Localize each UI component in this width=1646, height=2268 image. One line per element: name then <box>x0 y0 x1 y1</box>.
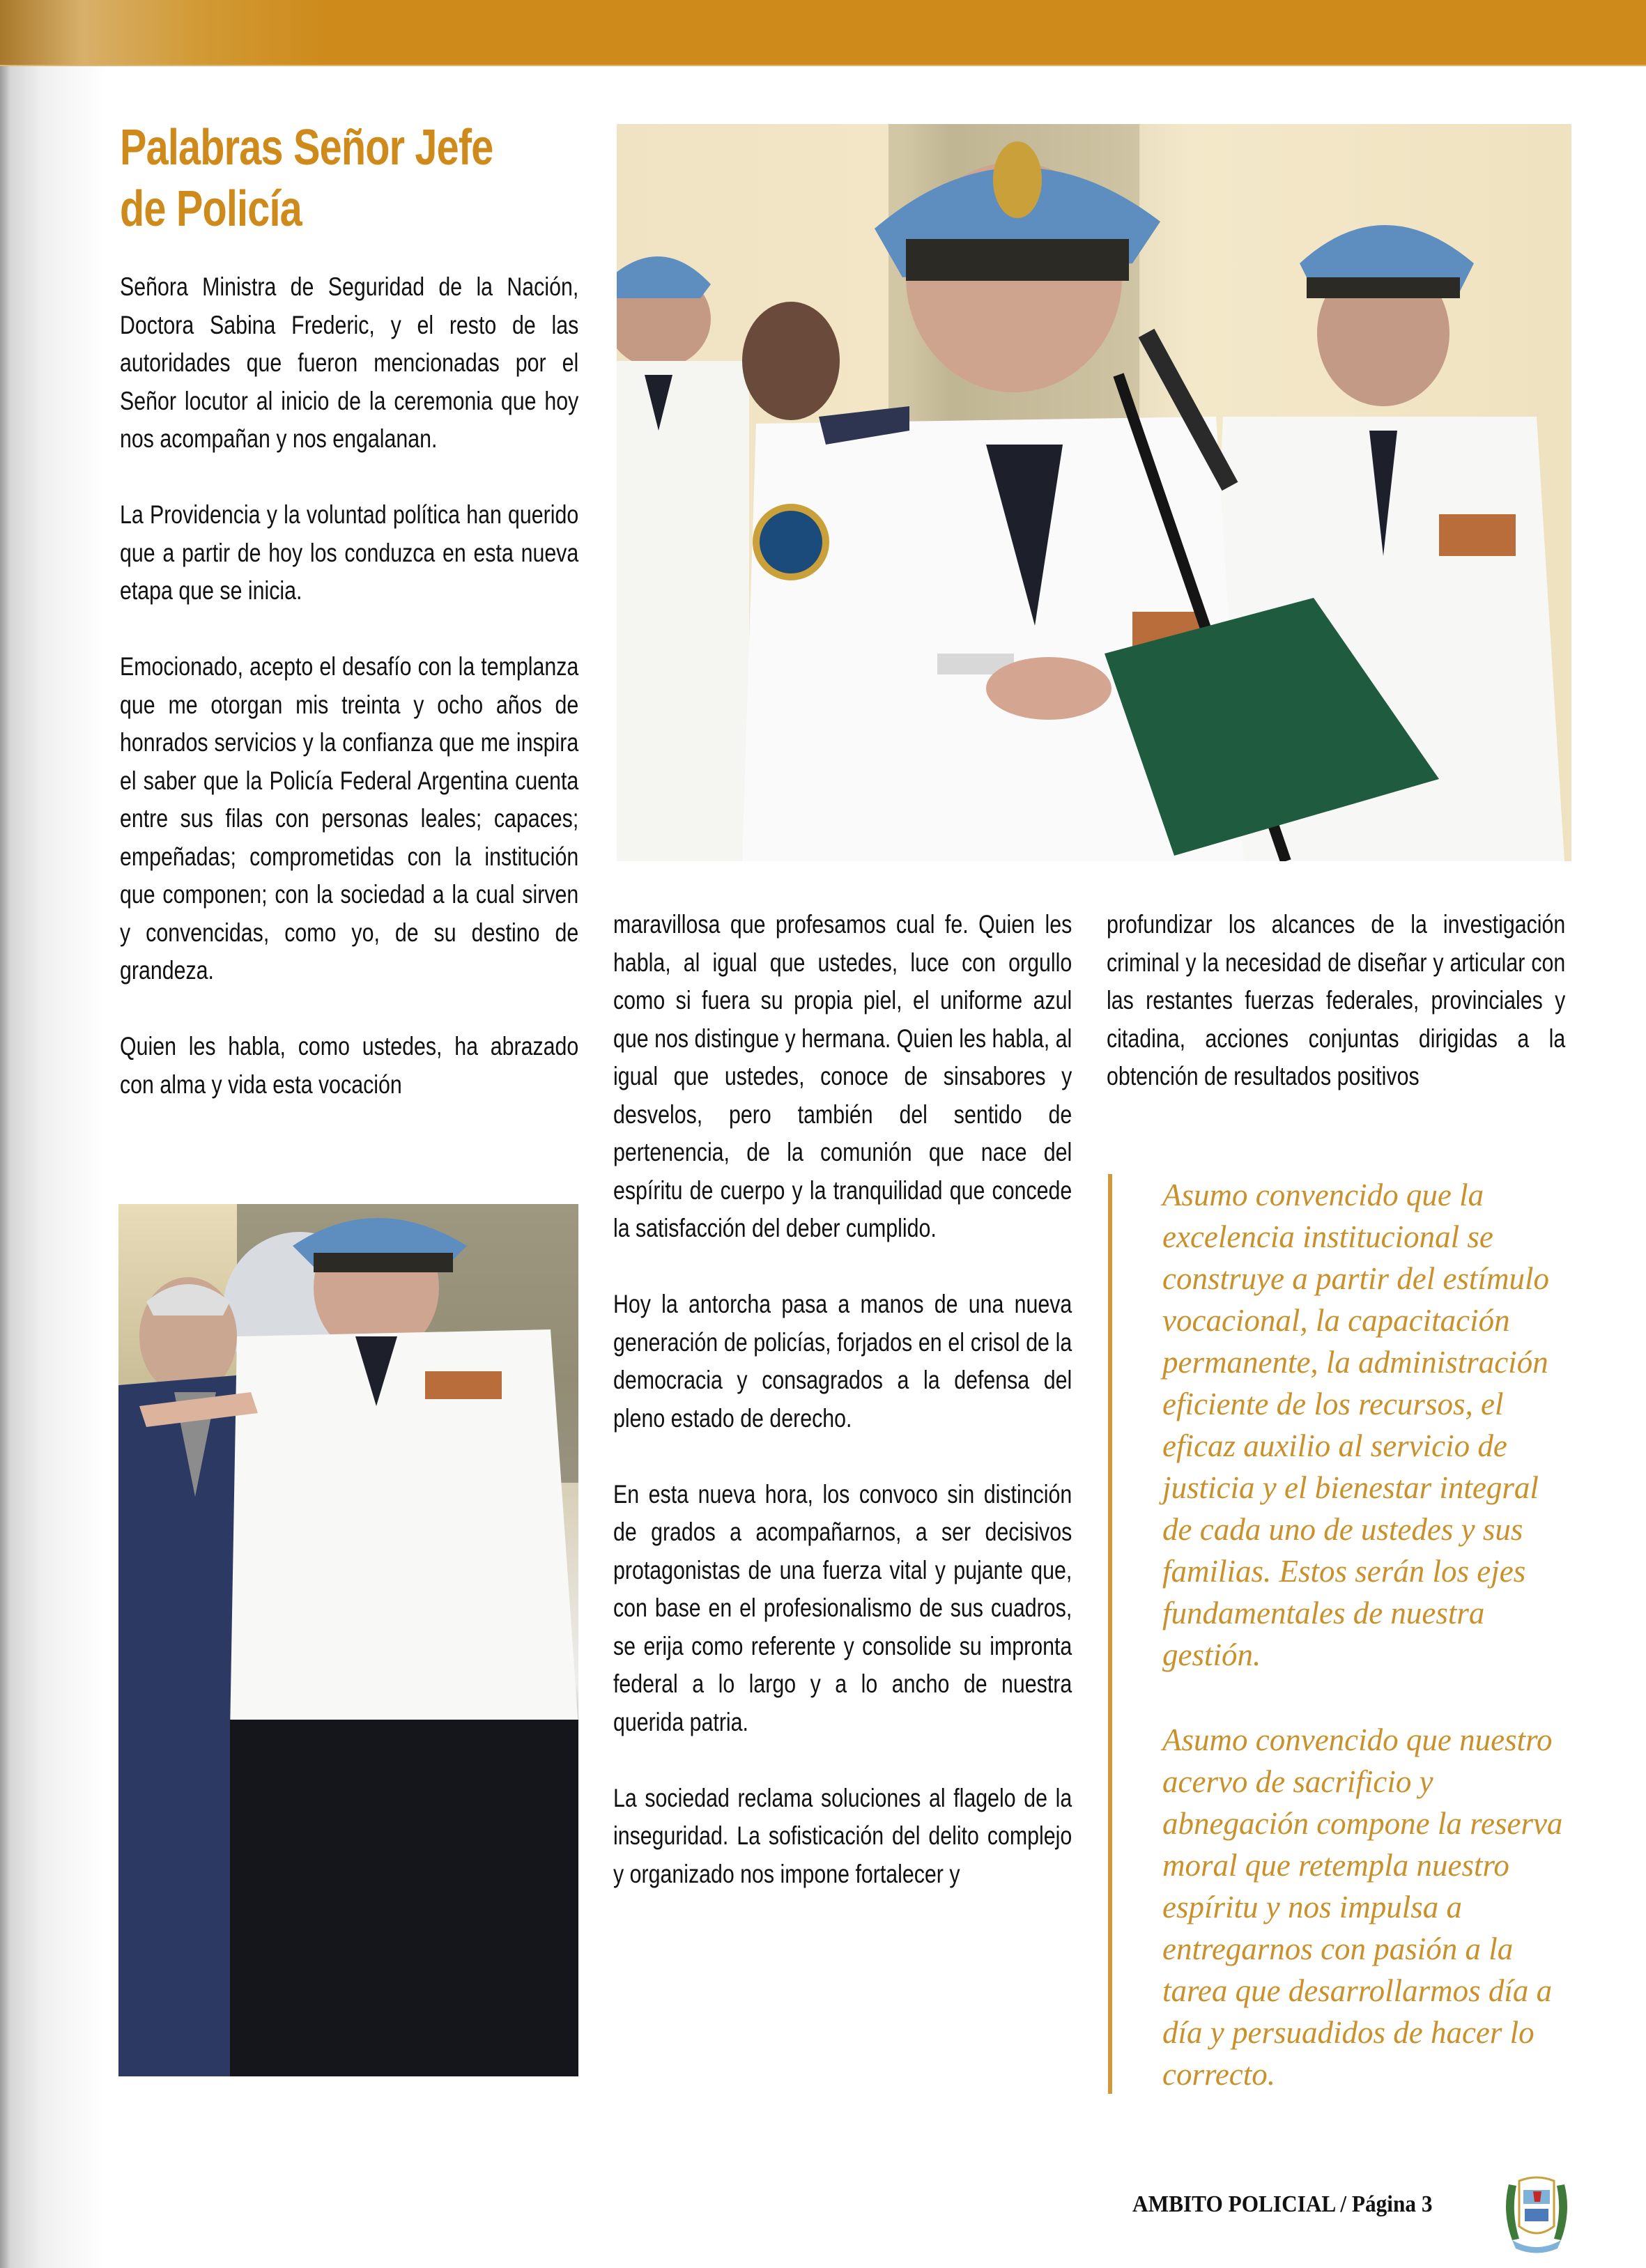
paragraph: La Providencia y la voluntad política han querido que a partir de hoy los conduzca en esta nueva etapa que se inicia. <box>120 500 579 605</box>
paragraph: profundizar los alcances de la investigación criminal y la necesidad de diseñar y articular con las restantes fuerzas federales, provinciales y citadina, acciones conjuntas dirigidas a la obtención de resultados positivos <box>1107 910 1566 1090</box>
pull-quote <box>1108 1174 1572 2094</box>
main-photo <box>617 124 1571 861</box>
pull-quote-paragraph: Asumo convencido que la excelencia institucional se construye a partir del estímulo vocacional, la capacitación permanente, la administración eficiente de los recursos, el eficaz auxilio al servicio de justicia y el bienestar integral de cada uno de ustedes y sus familias. Estos serán los ejes fundamentales de nuestra gestión. <box>1162 1178 1549 1672</box>
top-banner <box>0 0 1646 66</box>
paragraph: Quien les habla, como ustedes, ha abrazado con alma y vida esta vocación <box>120 1032 579 1099</box>
page-footer: AMBITO POLICIAL / Página 3 <box>1132 2191 1433 2217</box>
article-column-2 <box>613 906 1072 1931</box>
pull-quote-paragraph: Asumo convencido que nuestro acervo de sacrificio y abnegación compone la reserva moral que retempla nuestro espíritu y nos impulsa a entregarnos con pasión a la tarea que desarrollarmos día a día y persuadidos de hacer lo correcto. <box>1162 1722 1563 2092</box>
paragraph: En esta nueva hora, los convoco sin distinción de grados a acompañarnos, a ser decisivos protagonistas de una fuerza vital y pujante que, con base en el profesionalismo de sus cuadros, se erija como referente y consolide su impronta federal a lo largo y a lo ancho de nuestra querida patria. <box>613 1479 1072 1736</box>
paragraph: Señora Ministra de Seguridad de la Nación, Doctora Sabina Frederic, y el resto de las autoridades que fueron mencionadas por el Señor locutor al inicio de la ceremonia que hoy nos acompañan y nos engalanan. <box>120 272 579 453</box>
article-title: Palabras Señor Jefe de Policía <box>120 120 493 237</box>
paragraph: Emocionado, acepto el desafío con la templanza que me otorgan mis treinta y ocho años de honrados servicios y la confianza que me inspira el saber que la Policía Federal Argentina cuenta entre sus filas con personas leales; capaces; empeñadas; comprometidas con la institución que componen; con la sociedad a la cual sirven y convencidas, como yo, de su destino de grandeza. <box>120 652 579 985</box>
officer-oath-image <box>118 1204 578 2076</box>
paragraph: La sociedad reclama soluciones al flagelo de la inseguridad. La sofisticación del delito complejo y organizado nos impone fortalecer y <box>613 1783 1072 1888</box>
paragraph: maravillosa que profesamos cual fe. Quien les habla, al igual que ustedes, luce con orgullo como si fuera su propia piel, el uniforme azul que nos distingue y hermana. Quien les habla, al igual que ustedes, conoce de sinsabores y desvelos, pero también del sentido de pertenencia, de la comunión que nace del espíritu de cuerpo y la tranquilidad que concede la satisfacción del deber cumplido. <box>613 910 1072 1242</box>
police-crest-icon <box>1498 2170 1575 2258</box>
paragraph: Hoy la antorcha pasa a manos de una nueva generación de policías, forjados en el crisol de la democracia y consagrados a la defensa del pleno estado de derecho. <box>613 1290 1072 1433</box>
article-column-1 <box>120 268 578 1142</box>
side-photo <box>118 1204 578 2076</box>
officers-speech-image <box>617 124 1571 861</box>
page-fold-shadow <box>0 0 105 2268</box>
article-column-3 <box>1107 906 1565 1134</box>
